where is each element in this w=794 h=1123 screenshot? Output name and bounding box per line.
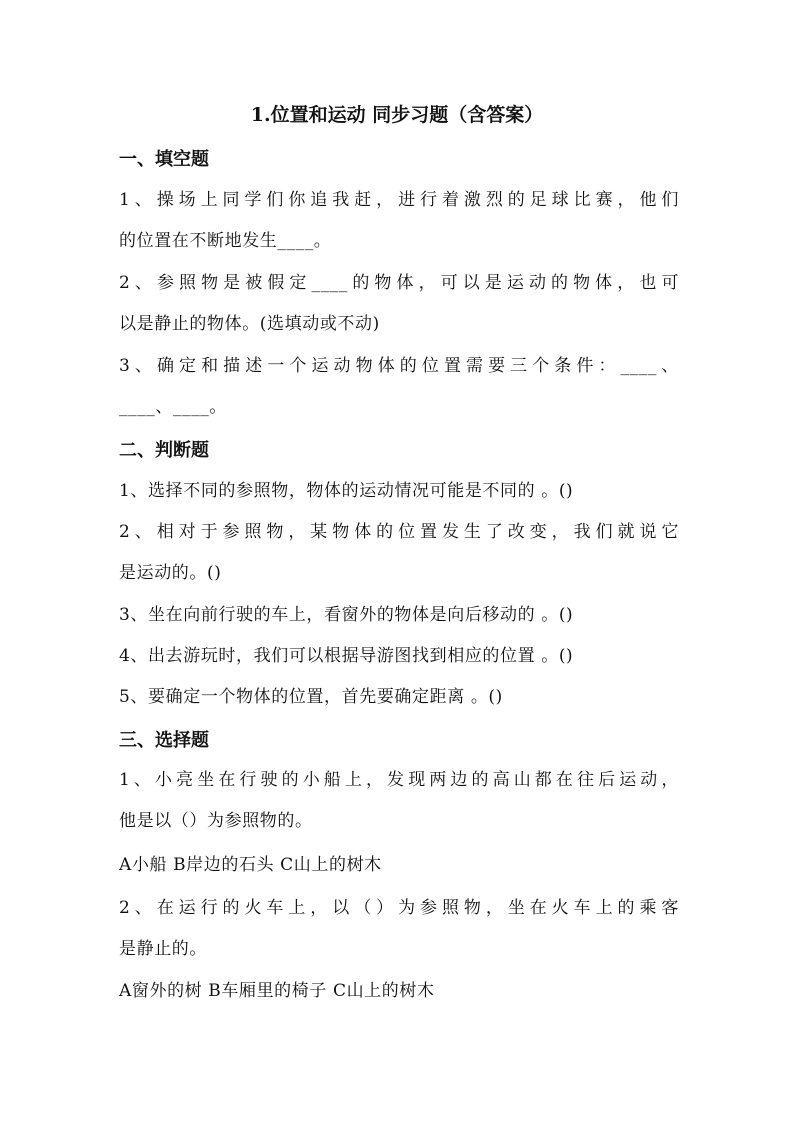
question-line: 以是静止的物体。(选填动或不动)	[119, 314, 380, 334]
document-title: 1.位置和运动 同步习题（含答案）	[250, 104, 544, 126]
question-line: 是运动的。()	[119, 563, 222, 583]
answer-options: A窗外的树 B车厢里的椅子 C山上的树木	[119, 981, 435, 1001]
question-fill-1	[119, 180, 679, 262]
question-line: 1、选择不同的参照物，物体的运动情况可能是不同的 。()	[119, 481, 574, 501]
question-tf-5	[119, 677, 679, 718]
question-line: 1、操场上同学们你追我赶，进行着激烈的足球比赛，他们	[119, 190, 679, 210]
question-fill-2	[119, 263, 679, 345]
question-line: 2、相对于参照物，某物体的位置发生了改变，我们就说它	[119, 522, 679, 542]
question-line: 2、参照物是被假定____的物体，可以是运动的物体，也可	[119, 273, 679, 293]
question-tf-3	[119, 595, 679, 636]
question-tf-2	[119, 512, 679, 594]
question-line: 1、小亮坐在行驶的小船上，发现两边的高山都在往后运动，	[119, 770, 679, 790]
question-line: 4、出去游玩时，我们可以根据导游图找到相应的位置 。()	[119, 646, 574, 666]
question-line: 2、在运行的火车上，以（）为参照物，坐在火车上的乘客	[119, 898, 679, 918]
question-line: 3、确定和描述一个运动物体的位置需要三个条件：____、	[119, 356, 679, 376]
question-mc-1-options	[119, 845, 679, 886]
question-line: 5、要确定一个物体的位置，首先要确定距离 。()	[119, 687, 503, 707]
question-line: 的位置在不断地发生____。	[119, 231, 332, 251]
question-tf-1	[119, 471, 679, 512]
question-mc-2-options	[119, 971, 679, 1012]
section-heading-true-false: 二、判断题	[119, 440, 209, 461]
section-heading-multiple-choice: 三、选择题	[119, 730, 209, 751]
question-line: 是静止的。	[119, 939, 207, 959]
question-fill-3	[119, 346, 679, 428]
question-mc-2	[119, 888, 679, 970]
question-tf-4	[119, 636, 679, 677]
question-mc-1	[119, 760, 679, 842]
question-line: 他是以（）为参照物的。	[119, 811, 313, 831]
question-line: ____、____。	[119, 397, 227, 417]
answer-options: A小船 B岸边的石头 C山上的树木	[119, 855, 382, 875]
question-line: 3、坐在向前行驶的车上，看窗外的物体是向后移动的 。()	[119, 605, 574, 625]
section-heading-fill-in: 一、填空题	[119, 149, 209, 170]
